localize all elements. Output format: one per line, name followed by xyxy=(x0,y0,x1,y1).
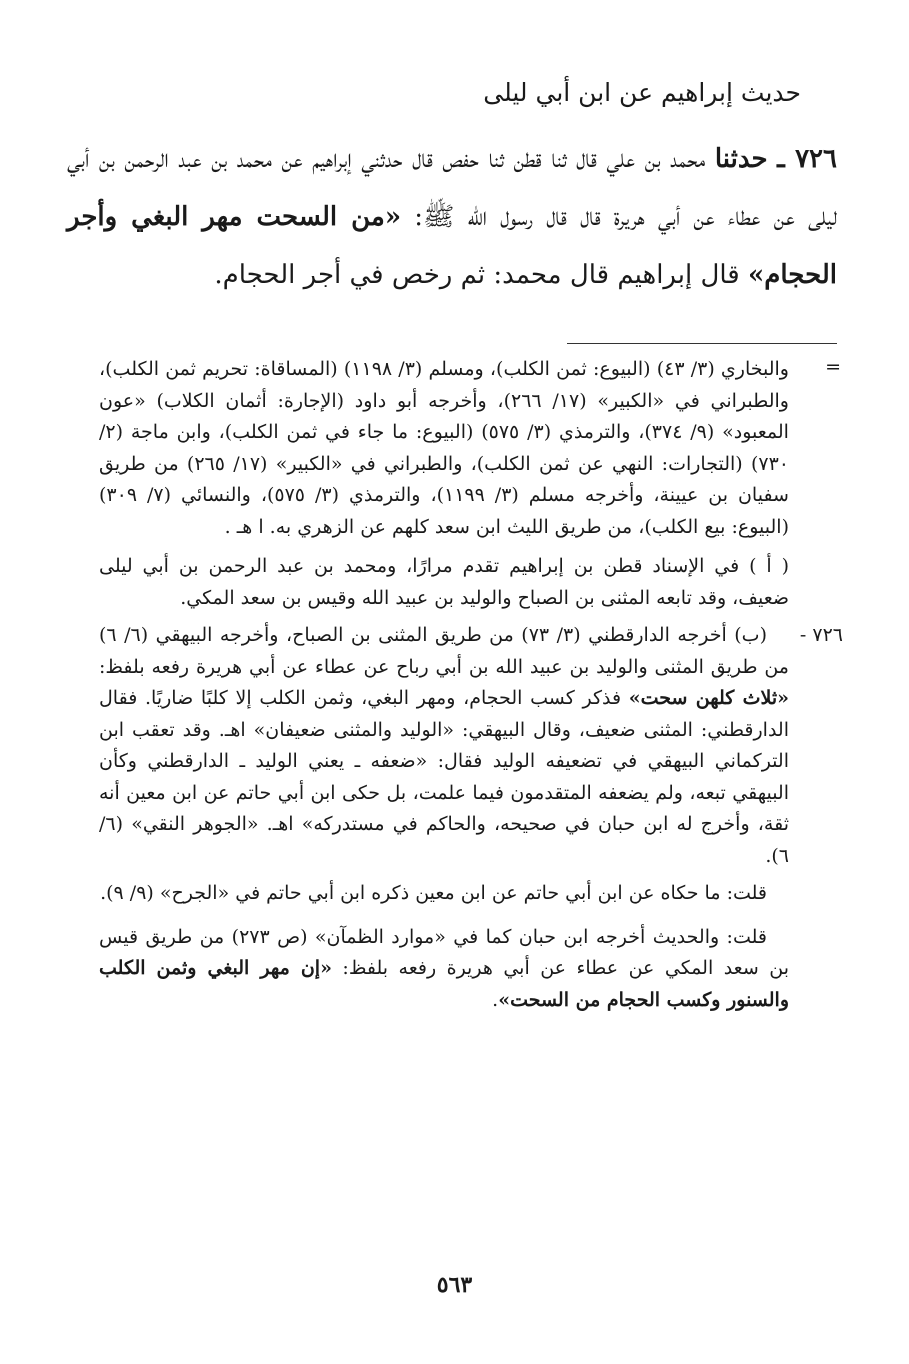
footnote-number: ٧٢٦ - xyxy=(799,624,843,646)
footnote-d xyxy=(99,922,789,1017)
footnote-a: ( أ ) في الإسناد قطن بن إبراهيم تقدم مرارًا، ومحمد بن عبد الرحمن بن أبي ليلى ضعيف، وقد تابعه المثنى بن الصباح والوليد بن عبيد الله وقيس بن سعد المكي. xyxy=(99,555,789,609)
hadith-lead: حدثنا xyxy=(714,144,768,174)
hadith-text xyxy=(67,130,837,304)
continuation-marker: = xyxy=(825,356,841,378)
footnote-b-quote: «ثلاث كلهن سحت» xyxy=(628,687,789,709)
footnote-separator xyxy=(567,343,837,344)
footnote-b-text-1: (ب) أخرجه الدارقطني (٣/ ٧٣) من طريق المثنى بن الصباح، وأخرجه البيهقي (٦/ ٦) من طريق المثنى والوليد بن عبيد الله بن أبي رباح عن عطاء عن أبي هريرة رفعه بلفظ: xyxy=(99,624,789,678)
hadith-quote: «من السحت مهر البغي وأجر الحجام» xyxy=(67,202,837,290)
hadith-number: ٧٢٦ ـ xyxy=(777,144,837,174)
footnote-b xyxy=(99,620,789,872)
page-number: ٥٦٣ xyxy=(436,1272,473,1298)
hadith-rest: قال إبراهيم قال محمد: ثم رخص في أجر الحجام. xyxy=(214,260,749,290)
footnotes xyxy=(99,354,789,1022)
running-header: حديث إبراهيم عن ابن أبي ليلى xyxy=(483,78,801,107)
footnote-d-quote: «إن مهر البغي وثمن الكلب والسنور وكسب الحجام من السحت» xyxy=(99,957,789,1011)
footnote-c: قلت: ما حكاه عن ابن أبي حاتم عن ابن معين ذكره ابن أبي حاتم في «الجرح» (٩/ ٩). xyxy=(100,882,767,904)
footnote-d-text-1: قلت: والحديث أخرجه ابن حبان كما في «موارد الظمآن» (ص ٢٧٣) من طريق قيس بن سعد المكي عن عطاء عن أبي هريرة رفعه بلفظ: xyxy=(99,925,789,979)
footnote-b-text-2: فذكر كسب الحجام، ومهر البغي، وثمن الكلب إلا كلبًا ضاريًا. فقال الدارقطني: المثنى ضعيف، وقال البيهقي: «الوليد والمثنى ضعيفان» اهـ. وقد تعقب ابن التركماني البيهقي في تضعيفه الوليد فقال: «ضعفه ـ يعني الوليد ـ الدارقطني وكأن البيهقي تبعه، ولم يضعفه المتقدمون فيما علمت، بل حكى ابن أبي حاتم عن ابن معين أنه ثقة، وأخرج له ابن حبان في صحيحه، والحاكم في مستدركه» اهـ. «الجوهر النقي» (٦/ ٦). xyxy=(99,687,789,867)
footnote-d-text-2: . xyxy=(492,988,499,1011)
hadith-isnad: محمد بن علي قال ثنا قطن ثنا حفص قال حدثني إبراهيم عن محمد بن عبد الرحمن بن أبي ليلى عن عطاء عن أبي هريرة قال قال رسول الله ﷺ: xyxy=(67,144,837,232)
footnote-continuation: والبخاري (٣/ ٤٣) (البيوع: ثمن الكلب)، ومسلم (٣/ ١١٩٨) (المساقاة: تحريم ثمن الكلب)، والطبراني في «الكبير» (١٧/ ٢٦٦)، وأخرجه أبو داود (الإجارة: أثمان الكلاب) «عون المعبود» (٩/ ٣٧٤)، والترمذي (٣/ ٥٧٥) (البيوع: ما جاء في ثمن الكلب)، وابن ماجة (٢/ ٧٣٠) (التجارات: النهي عن ثمن الكلب)، والطبراني في «الكبير» (١٧/ ٢٦٥) من طريق سفيان بن عيينة، وأخرجه مسلم (٣/ ١١٩٩)، والترمذي (٣/ ٥٧٥)، والنسائي (٧/ ٣٠٩) (البيوع: بيع الكلب)، من طريق الليث ابن سعد كلهم عن الزهري به. ا هـ . xyxy=(99,358,789,538)
